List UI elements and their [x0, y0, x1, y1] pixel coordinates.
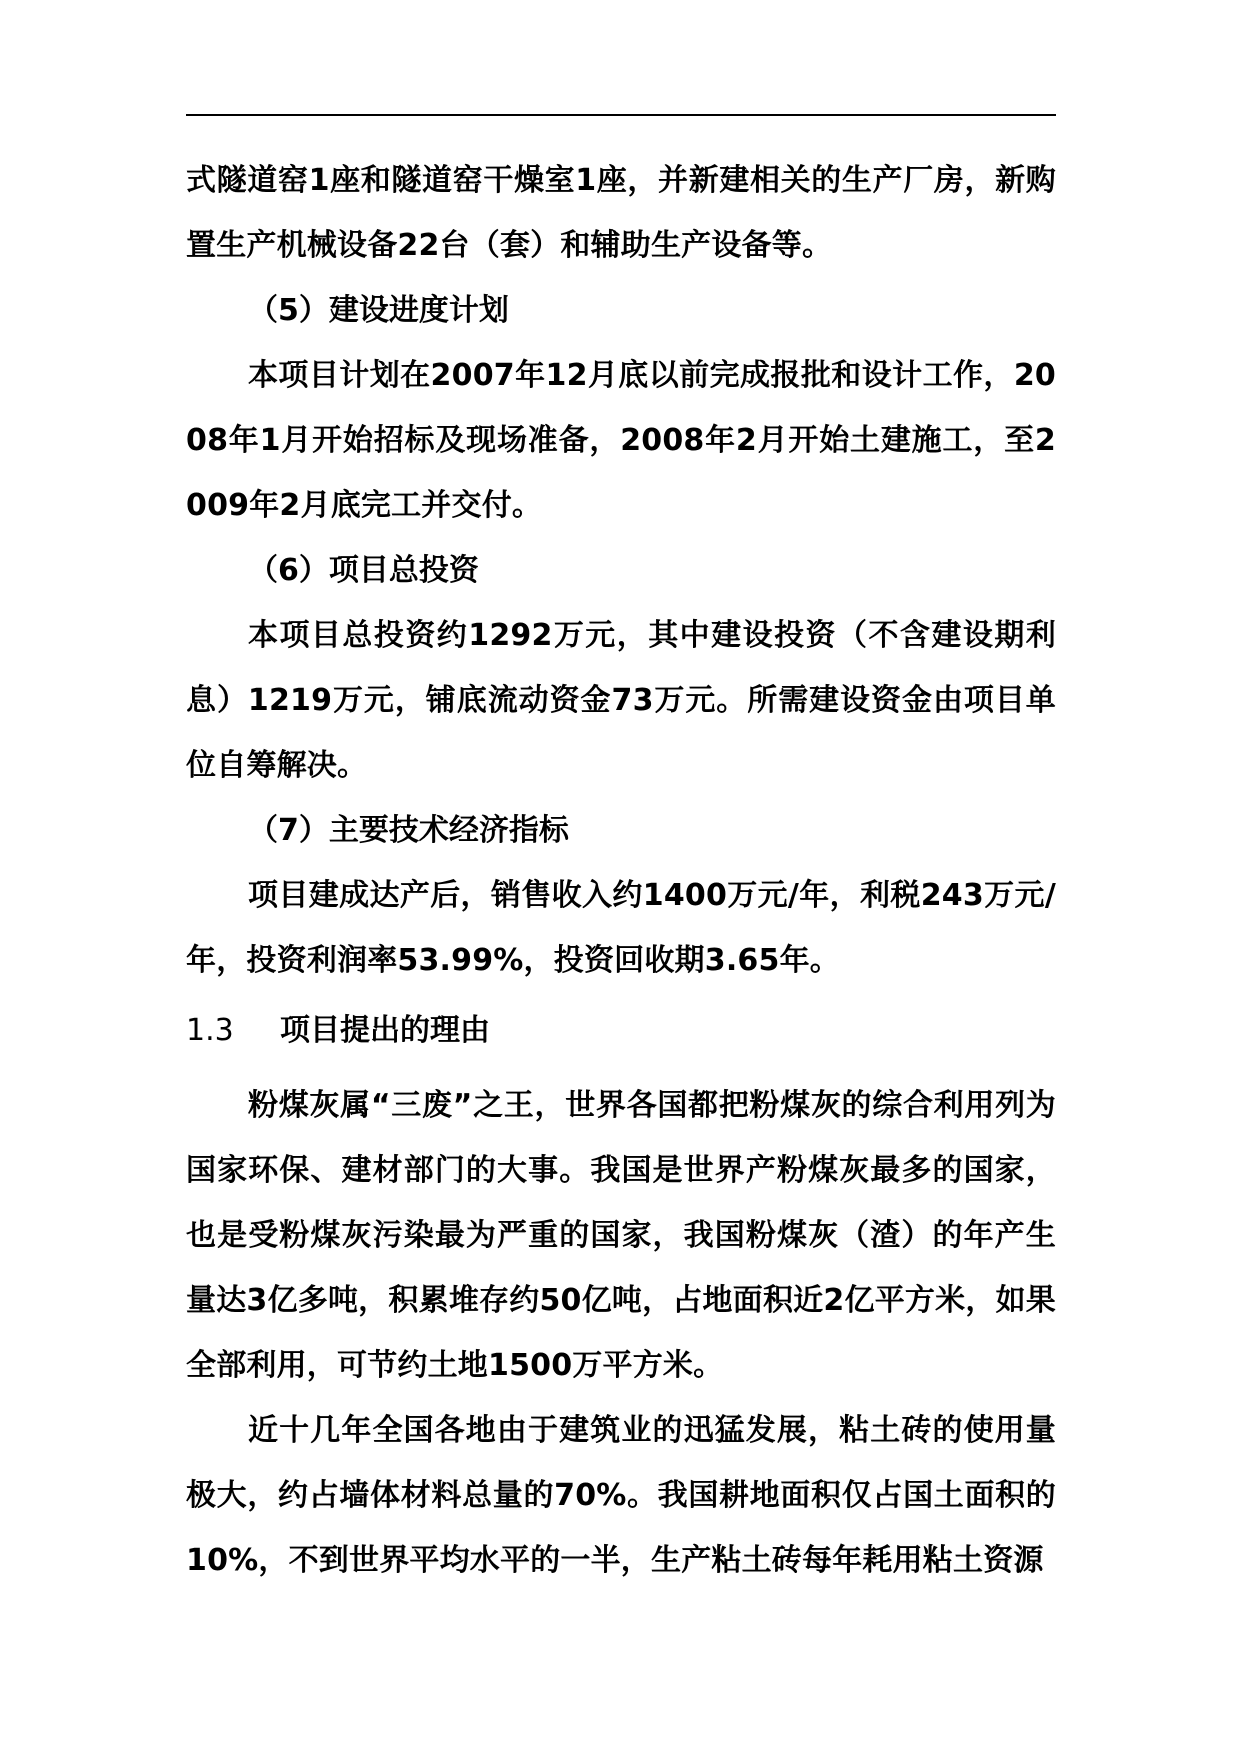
section-heading — [186, 1001, 1056, 1061]
paragraph-fly-ash: 粉煤灰属“三废”之王，世界各国都把粉煤灰的综合利用列为国家环保、建材部门的大事。我国是世界产粉煤灰最多的国家，也是受粉煤灰污染最为严重的国家，我国粉煤灰（渣）的年产生量达3亿多吨，积累堆存约50亿吨，占地面积近2亿平方米，如果全部利用，可节约土地1500万平方米。 — [186, 1088, 1056, 1383]
section-title: 项目提出的理由 — [280, 1013, 490, 1048]
page-body — [186, 148, 1056, 1593]
paragraph-schedule: 本项目计划在2007年12月底以前完成报批和设计工作，2008年1月开始招标及现场准备，2008年2月开始土建施工，至2009年2月底完工并交付。 — [186, 358, 1056, 523]
header-rule — [186, 114, 1056, 116]
paragraph-construction-scope: 式隧道窑1座和隧道窑干燥室1座，并新建相关的生产厂房，新购置生产机械设备22台（套）和辅助生产设备等。 — [186, 163, 1056, 263]
paragraph-total-investment: 本项目总投资约1292万元，其中建设投资（不含建设期利息）1219万元，铺底流动资金73万元。所需建设资金由项目单位自筹解决。 — [186, 618, 1056, 783]
subheading-total-investment: （6）项目总投资 — [248, 553, 479, 588]
paragraph-clay-brick: 近十几年全国各地由于建筑业的迅猛发展，粘土砖的使用量极大，约占墙体材料总量的70%。我国耕地面积仅占国土面积的10%，不到世界平均水平的一半，生产粘土砖每年耗用粘土资源 — [186, 1413, 1056, 1578]
paragraph-economic-indicators: 项目建成达产后，销售收入约1400万元/年，利税243万元/年，投资利润率53.99%，投资回收期3.65年。 — [186, 878, 1056, 978]
section-number: 1.3 — [186, 1013, 234, 1048]
subheading-economic-indicators: （7）主要技术经济指标 — [248, 813, 569, 848]
subheading-schedule: （5）建设进度计划 — [248, 293, 509, 328]
